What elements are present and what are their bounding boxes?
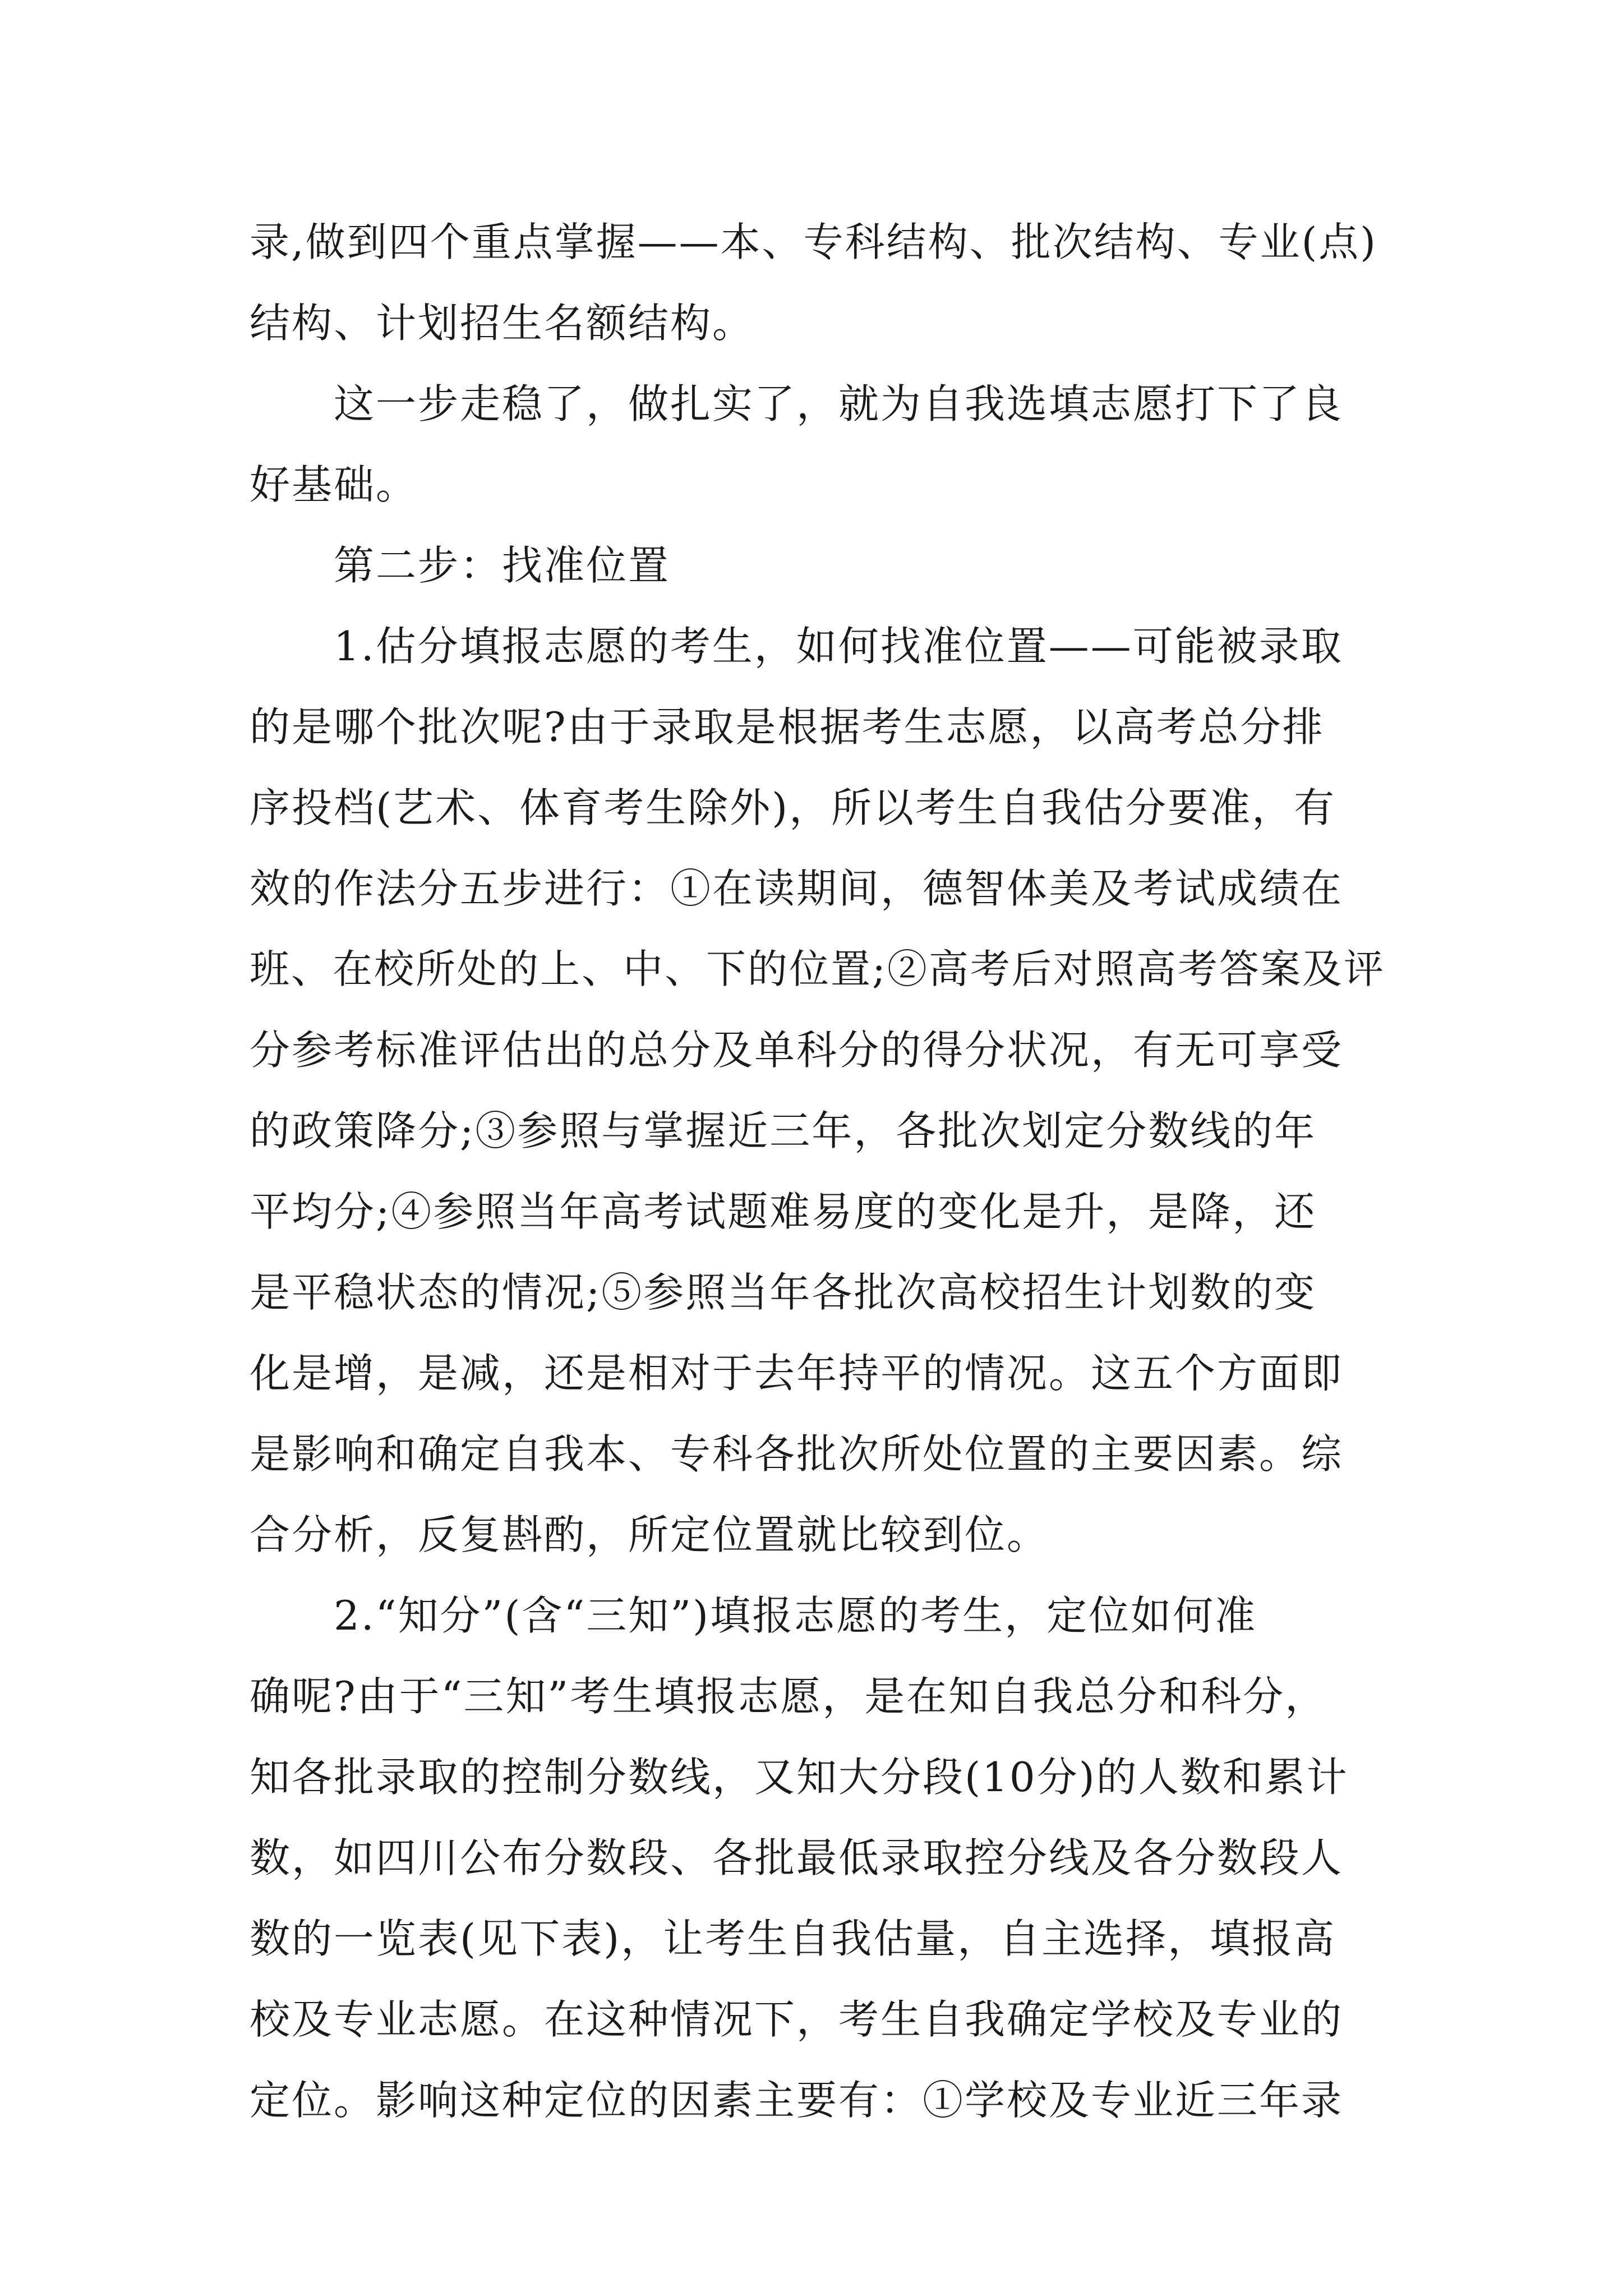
text-line: 好基础。 <box>250 461 418 508</box>
text-line: 平均分;④参照当年高考试题难易度的变化是升，是降，还 <box>250 1188 1317 1235</box>
text-line: 班、在校所处的上、中、下的位置;②高考后对照高考答案及评 <box>250 946 1385 992</box>
text-line: 录,做到四个重点掌握——本、专科结构、批次结构、专业(点) <box>250 219 1377 265</box>
text-line: 定位。影响这种定位的因素主要有：①学校及专业近三年录 <box>250 2077 1344 2124</box>
text-line: 结构、计划招生名额结构。 <box>250 300 755 347</box>
text-line: 化是增，是减，还是相对于去年持平的情况。这五个方面即 <box>250 1350 1344 1397</box>
text-line: 知各批录取的控制分数线，又知大分段(10分)的人数和累计 <box>250 1754 1349 1801</box>
text-line: 是影响和确定自我本、专科各批次所处位置的主要因素。综 <box>250 1430 1344 1478</box>
text-line: 2.“知分”(含“三知”)填报志愿的考生，定位如何准 <box>334 1592 1257 1639</box>
text-line: 1.估分填报志愿的考生，如何找准位置——可能被录取 <box>334 623 1343 670</box>
text-line: 的政策降分;③参照与掌握近三年，各批次划定分数线的年 <box>250 1107 1317 1154</box>
text-line: 确呢?由于“三知”考生填报志愿，是在知自我总分和科分， <box>250 1673 1327 1720</box>
text-line: 数，如四川公布分数段、各批最低录取控分线及各分数段人 <box>250 1834 1344 1881</box>
text-line: 数的一览表(见下表)，让考生自我估量，自主选择，填报高 <box>250 1915 1336 1962</box>
text-line: 是平稳状态的情况;⑤参照当年各批次高校招生计划数的变 <box>250 1269 1317 1316</box>
text-line: 校及专业志愿。在这种情况下，考生自我确定学校及专业的 <box>250 1996 1344 2043</box>
body-text <box>250 202 1388 2141</box>
section-heading: 第二步：找准位置 <box>334 542 671 589</box>
text-line: 分参考标准评估出的总分及单科分的得分状况，有无可享受 <box>250 1027 1344 1074</box>
text-line: 序投档(艺术、体育考生除外)，所以考生自我估分要准，有 <box>250 784 1336 831</box>
text-line: 的是哪个批次呢?由于录取是根据考生志愿，以高考总分排 <box>250 703 1325 751</box>
text-line: 效的作法分五步进行：①在读期间，德智体美及考试成绩在 <box>250 865 1344 912</box>
text-line: 合分析，反复斟酌，所定位置就比较到位。 <box>250 1511 1049 1558</box>
text-line: 这一步走稳了，做扎实了，就为自我选填志愿打下了良 <box>334 380 1344 427</box>
